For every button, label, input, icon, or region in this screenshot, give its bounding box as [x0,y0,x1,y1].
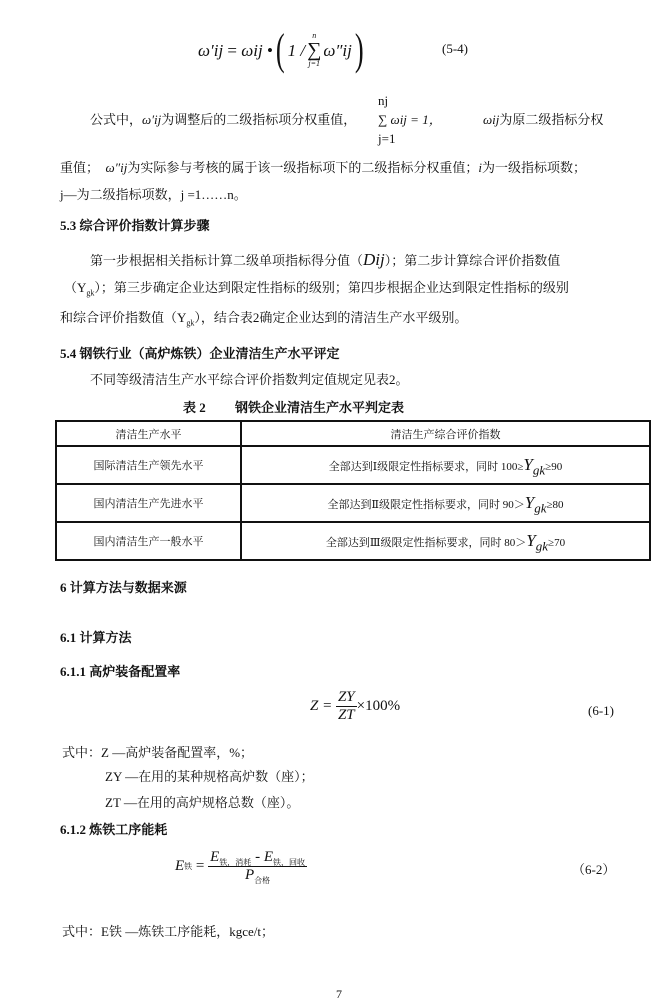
page-number: 7 [336,987,342,1001]
text: 为一级指标项数； [481,160,586,175]
para-line [483,113,603,126]
para-line: j—为二级指标项数，j =1……n。 [60,187,247,202]
table-cell [241,484,650,522]
eq-lhs: E [175,858,185,874]
table-cell: 国内清洁生产一般水平 [56,522,241,560]
para-line: 不同等级清洁生产水平综合评价指数判定值规定见表2。 [90,372,409,387]
sum-top: n [312,31,317,40]
text: 第一步根据相关指标计算二级单项指标得分值（ [90,253,364,268]
definition: 式中：Z —高炉装备配置率，%； [62,745,254,760]
table-row [56,446,650,484]
para-line [64,280,569,298]
para-line [90,251,560,268]
text: ≥80 [546,499,564,511]
definition: 式中：E铁 —炼铁工序能耗，kgce/t； [62,924,274,939]
subscript: 铁，回收 [272,858,305,867]
text: 全部达到Ⅰ级限定性指标要求，同时 100≥ [328,461,524,473]
text: ）；第三步确定企业达到限定性指标的级别；第四步根据企业达到限定性指标的级别 [94,280,569,295]
denominator: ZT [337,707,355,723]
table-row [56,522,650,560]
text: E [263,849,273,865]
denominator [245,867,270,883]
text: - [251,849,264,865]
sum-bottom: j=1 [308,59,320,68]
subscript: gk [535,538,549,554]
text: 重值； [60,160,100,175]
text: 公式中， [90,112,143,127]
eq-one: 1 / [287,40,306,60]
text: 全部达到Ⅱ级限定性指标要求，同时 90＞ [327,499,525,511]
text: （Y [64,280,87,295]
text: 为实际参与考核的属于该一级指标项下的二级指标分权重值； [127,160,479,175]
table-header: 清洁生产综合评价指数 [241,421,650,446]
sum-expression: ∑ ωij = 1， [378,112,442,127]
section-heading: 6 计算方法与数据来源 [60,580,187,595]
equation-6-1 [310,690,400,723]
para-line [60,310,468,328]
var-i: i [478,160,482,175]
eq-term: ω″ij [323,40,352,60]
definition: ZT —在用的高炉规格总数（座）。 [105,795,300,810]
equation-6-2: E 铁 = $\frac{E_{铁,消耗} - E_{铁,回收}}{P_{合格}}$ [175,849,305,885]
text: Y [526,531,536,550]
numerator: ZY [337,689,355,705]
subscript: gk [186,318,195,328]
sum-top: nj [378,93,389,108]
subscript: gk [86,288,95,298]
text: ），结合表2确定企业达到的清洁生产水平级别。 [194,310,468,325]
table-caption: 钢铁企业清洁生产水平判定表 [235,400,405,415]
text: 和综合评价指数值（Y [60,310,187,325]
ygk [526,531,549,554]
para-line [90,113,356,126]
fraction [208,850,307,883]
omega: ω′ij [142,112,162,127]
var-d: Dij [363,250,385,269]
table-cell: 国内清洁生产先进水平 [56,484,241,522]
text: 为调整后的二级指标项分权重值， [161,112,357,127]
definition: ZY —在用的某种规格高炉数（座）； [105,769,314,784]
eq-lhs: ω′ij [198,40,224,60]
table-header: 清洁生产水平 [56,421,241,446]
section-heading: 5.3 综合评价指数计算步骤 [60,218,210,233]
subscript: gk [532,462,546,478]
section-heading: 6.1.1 高炉装备配置率 [60,664,181,679]
subscript: gk [534,500,547,516]
subscript: 合格 [254,876,271,885]
eq-tail: ×100% [356,698,401,714]
equation-number: （6-2） [572,862,616,877]
equation-number: (6-1) [588,703,614,718]
equation-5-4: ω′ij = ωij • ( 1 / n ∑ j=1 ω″ij ) [198,25,364,74]
fraction [336,690,357,723]
table-cell: 国际清洁生产领先水平 [56,446,241,484]
text: ≥70 [548,537,566,549]
table-cell [241,446,650,484]
ygk [523,455,546,478]
equation-number: (5-4) [442,41,468,56]
text: 全部达到Ⅲ级限定性指标要求，同时 80＞ [325,537,527,549]
eq-lhs: Z = [310,698,333,714]
text: Y [523,455,533,474]
section-heading: 6.1.2 炼铁工序能耗 [60,822,168,837]
table-2 [55,420,651,561]
table-row [56,484,650,522]
ygk [524,493,547,516]
section-heading: 5.4 钢铁行业（高炉炼铁）企业清洁生产水平评定 [60,346,340,361]
subscript: 铁，消耗 [219,858,252,867]
section-heading: 6.1 计算方法 [60,630,132,645]
text: 为原二级指标分权 [499,112,604,127]
text: P [244,867,255,883]
table-cell [241,522,650,560]
omega: ω″ij [105,160,128,175]
numerator [208,850,307,867]
sum-bottom: j=1 [378,131,396,146]
sum-sign: ∑ [307,39,322,61]
table-header-row [56,421,650,446]
text: E [210,849,220,865]
eq-rhs: ωij [241,40,263,60]
dot-operator: • [266,40,273,60]
omega: ωij [483,112,500,127]
text: ≥90 [545,461,563,473]
table-caption-number: 表 2 [183,400,206,415]
text: ）；第二步计算综合评价指数值 [384,253,561,268]
text: Y [524,493,535,512]
para-line [60,161,586,174]
